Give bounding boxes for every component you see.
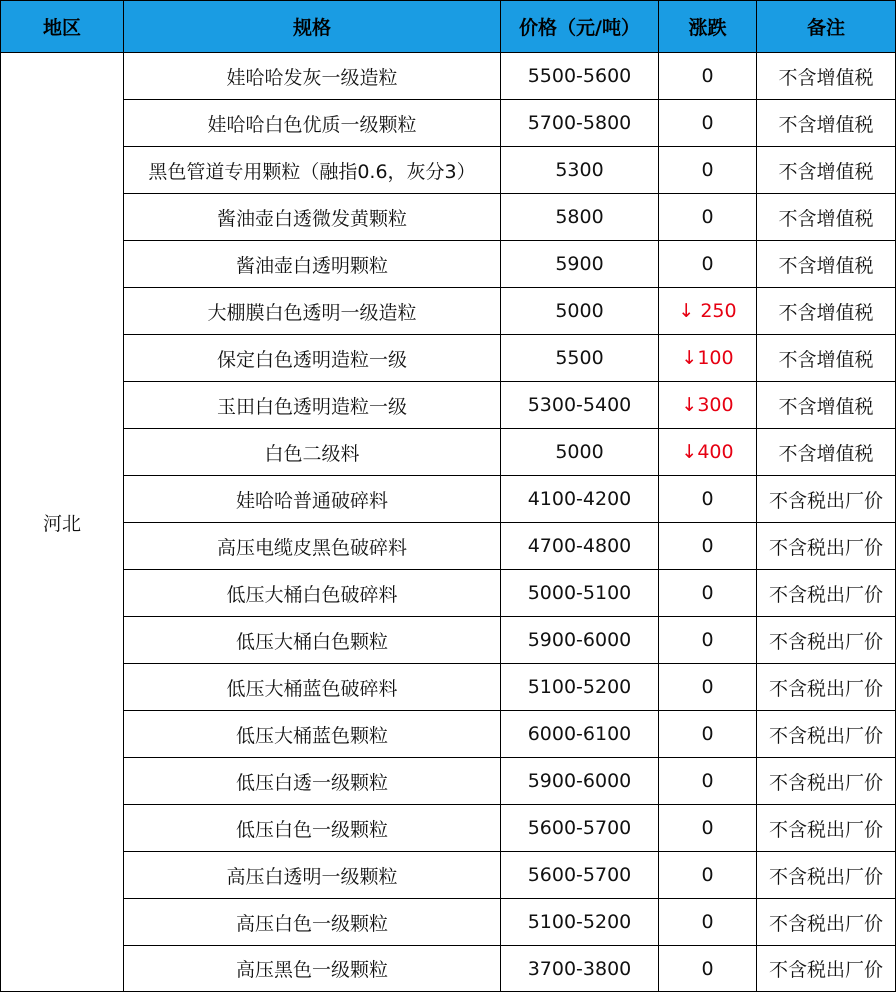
note-cell: 不含税出厂价 [757,805,896,852]
spec-cell: 玉田白色透明造粒一级 [124,382,501,429]
note-cell: 不含增值税 [757,429,896,476]
table-row [1,805,896,852]
region-cell: 河北 [1,53,124,992]
change-cell: 0 [659,617,757,664]
spec-cell: 大棚膜白色透明一级造粒 [124,288,501,335]
table-row [1,758,896,805]
header-spec: 规格 [124,1,501,53]
spec-cell: 保定白色透明造粒一级 [124,335,501,382]
change-cell: 0 [659,194,757,241]
note-cell: 不含增值税 [757,382,896,429]
spec-cell: 低压白色一级颗粒 [124,805,501,852]
table-row [1,617,896,664]
spec-cell: 低压大桶白色破碎料 [124,570,501,617]
spec-cell: 高压电缆皮黑色破碎料 [124,523,501,570]
table-row [1,288,896,335]
header-price: 价格（元/吨） [501,1,659,53]
table-row [1,946,896,992]
change-cell: 0 [659,53,757,100]
change-cell: 0 [659,758,757,805]
note-cell: 不含税出厂价 [757,617,896,664]
header-note: 备注 [757,1,896,53]
table-row [1,53,896,100]
change-cell: 0 [659,241,757,288]
spec-cell: 酱油壶白透微发黄颗粒 [124,194,501,241]
table-row [1,476,896,523]
header-change: 涨跌 [659,1,757,53]
price-cell: 5800 [501,194,659,241]
change-cell: 0 [659,570,757,617]
note-cell: 不含税出厂价 [757,476,896,523]
change-cell: 0 [659,523,757,570]
table-row [1,711,896,758]
price-cell: 5300 [501,147,659,194]
price-cell: 5900-6000 [501,617,659,664]
spec-cell: 娃哈哈白色优质一级颗粒 [124,100,501,147]
change-cell: 0 [659,852,757,899]
price-cell: 4700-4800 [501,523,659,570]
note-cell: 不含税出厂价 [757,946,896,992]
spec-cell: 娃哈哈普通破碎料 [124,476,501,523]
price-cell: 5900-6000 [501,758,659,805]
note-cell: 不含税出厂价 [757,570,896,617]
note-cell: 不含税出厂价 [757,664,896,711]
note-cell: 不含增值税 [757,241,896,288]
price-cell: 5000 [501,429,659,476]
price-cell: 5100-5200 [501,899,659,946]
change-cell: 0 [659,805,757,852]
spec-cell: 黑色管道专用颗粒（融指0.6，灰分3） [124,147,501,194]
spec-cell: 白色二级料 [124,429,501,476]
change-cell: 0 [659,946,757,992]
price-cell: 5700-5800 [501,100,659,147]
price-cell: 5100-5200 [501,664,659,711]
note-cell: 不含税出厂价 [757,711,896,758]
spec-cell: 低压大桶蓝色颗粒 [124,711,501,758]
table-row [1,147,896,194]
change-cell: ↓ 250 [659,288,757,335]
price-cell: 5900 [501,241,659,288]
note-cell: 不含税出厂价 [757,899,896,946]
change-cell: 0 [659,664,757,711]
change-cell: 0 [659,100,757,147]
change-cell: 0 [659,711,757,758]
change-cell: 0 [659,147,757,194]
header-row [1,1,896,53]
table-row [1,335,896,382]
note-cell: 不含增值税 [757,100,896,147]
spec-cell: 低压大桶蓝色破碎料 [124,664,501,711]
table-row [1,570,896,617]
header-region: 地区 [1,1,124,53]
table-row [1,523,896,570]
note-cell: 不含税出厂价 [757,852,896,899]
change-cell: ↓300 [659,382,757,429]
price-cell: 5500 [501,335,659,382]
table-row [1,194,896,241]
spec-cell: 娃哈哈发灰一级造粒 [124,53,501,100]
note-cell: 不含增值税 [757,288,896,335]
table-row [1,241,896,288]
price-cell: 5000 [501,288,659,335]
table-row [1,852,896,899]
note-cell: 不含增值税 [757,335,896,382]
table-row [1,100,896,147]
change-cell: ↓400 [659,429,757,476]
table-header [1,1,896,53]
price-cell: 6000-6100 [501,711,659,758]
table-row [1,899,896,946]
note-cell: 不含增值税 [757,194,896,241]
spec-cell: 高压白透明一级颗粒 [124,852,501,899]
price-cell: 4100-4200 [501,476,659,523]
price-cell: 5000-5100 [501,570,659,617]
spec-cell: 高压黑色一级颗粒 [124,946,501,992]
table-row [1,382,896,429]
note-cell: 不含税出厂价 [757,758,896,805]
spec-cell: 低压大桶白色颗粒 [124,617,501,664]
table-body [1,53,896,992]
table-row [1,429,896,476]
price-cell: 5500-5600 [501,53,659,100]
change-cell: 0 [659,899,757,946]
note-cell: 不含税出厂价 [757,523,896,570]
table-row [1,664,896,711]
change-cell: ↓100 [659,335,757,382]
note-cell: 不含增值税 [757,147,896,194]
price-cell: 5600-5700 [501,852,659,899]
change-cell: 0 [659,476,757,523]
price-cell: 3700-3800 [501,946,659,992]
spec-cell: 高压白色一级颗粒 [124,899,501,946]
price-cell: 5600-5700 [501,805,659,852]
spec-cell: 酱油壶白透明颗粒 [124,241,501,288]
spec-cell: 低压白透一级颗粒 [124,758,501,805]
price-cell: 5300-5400 [501,382,659,429]
note-cell: 不含增值税 [757,53,896,100]
